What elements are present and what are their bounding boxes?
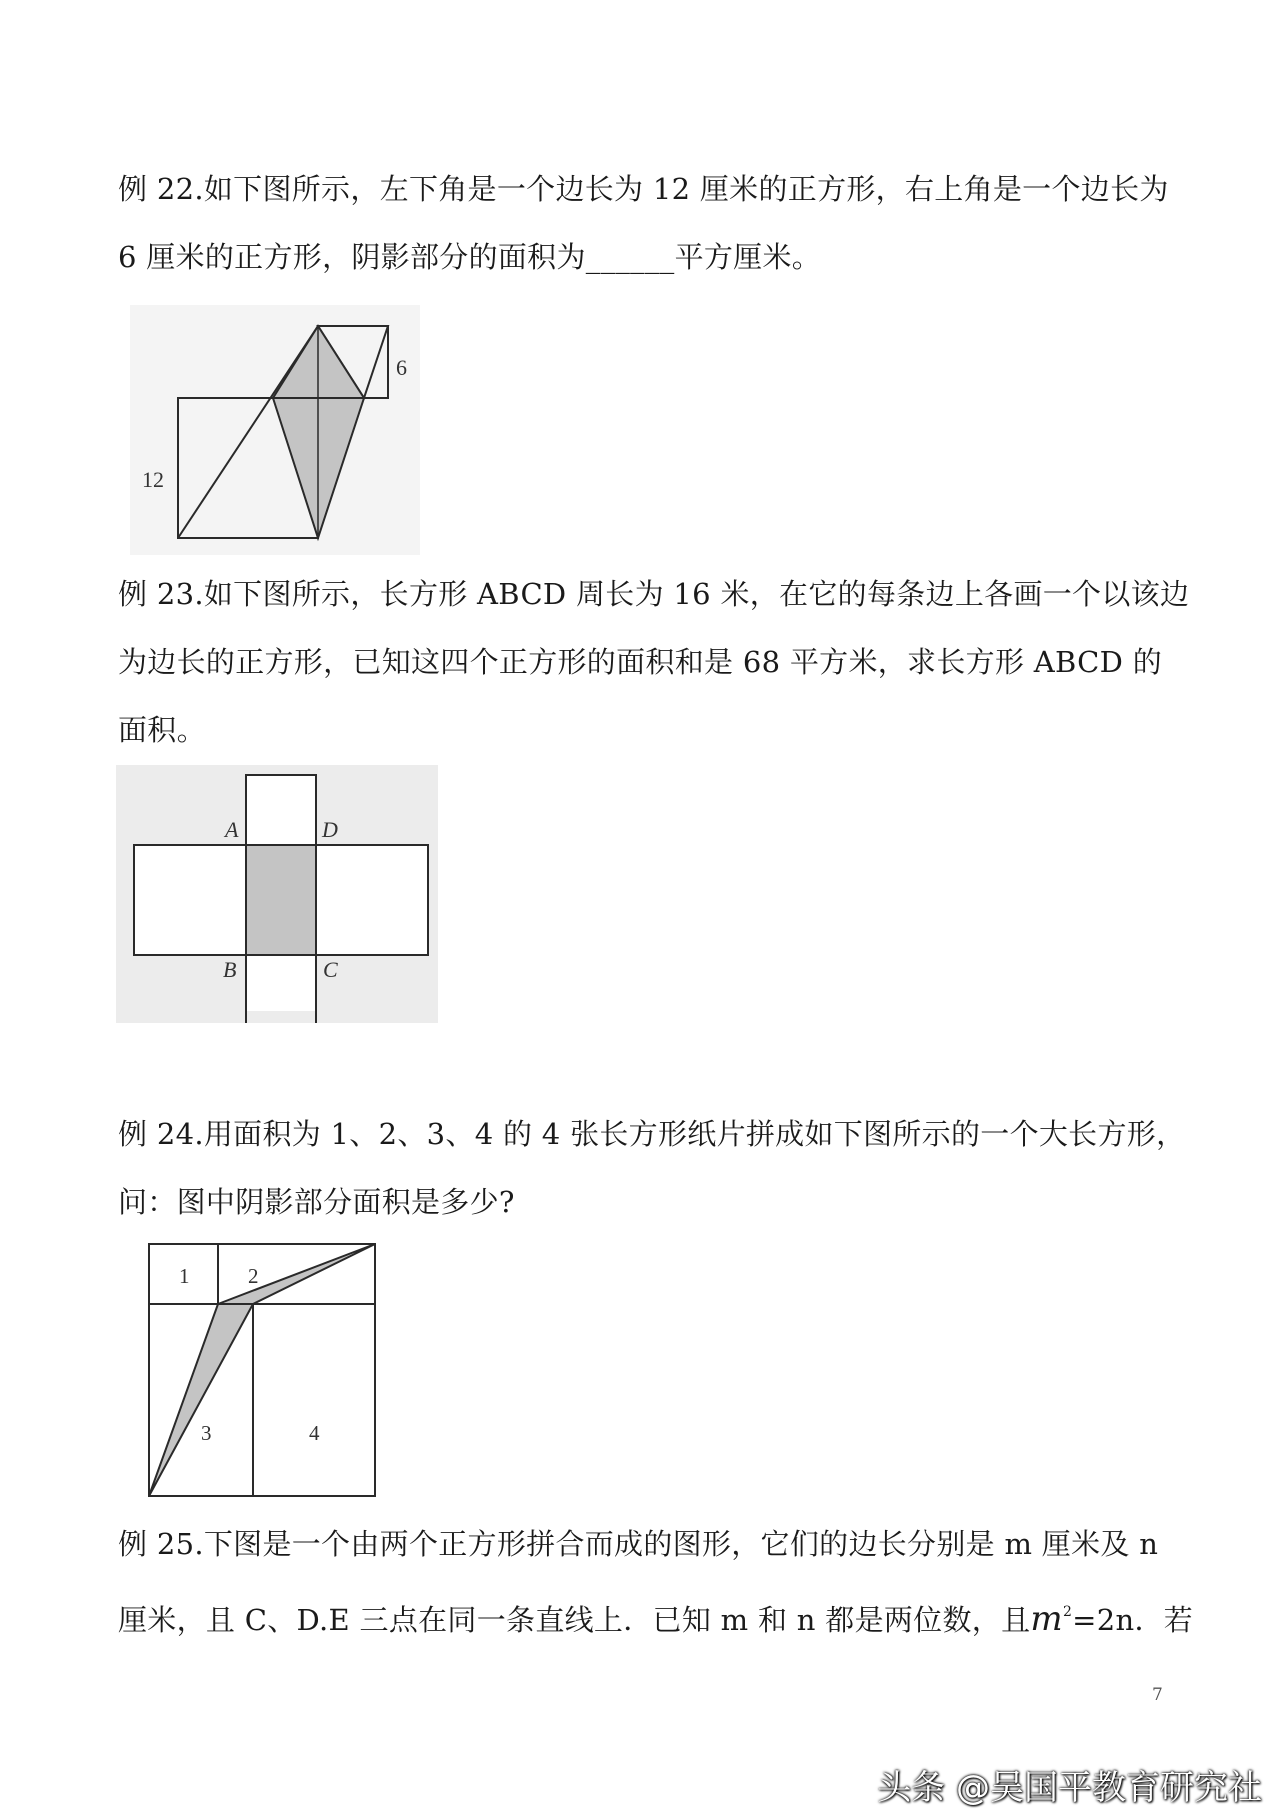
- example-23-line-3: 面积。: [118, 713, 206, 747]
- example-23-figure: [116, 765, 438, 1023]
- example-23-text: [118, 560, 1190, 764]
- example-24-line-1: 例 24.用面积为 1、2、3、4 的 4 张长方形纸片拼成如下图所示的一个大长方形，: [118, 1117, 1186, 1151]
- vertex-D: D: [322, 817, 338, 842]
- example-24-line-2: 问：图中阴影部分面积是多少?: [118, 1185, 515, 1219]
- example-25-line-2-b: =2n．若: [1072, 1603, 1194, 1637]
- region-3-label: 3: [201, 1421, 212, 1445]
- example-23-line-1: 例 23.如下图所示，长方形 ABCD 周长为 16 米，在它的每条边上各画一个以该边: [118, 577, 1190, 611]
- region-1-label: 1: [179, 1264, 190, 1288]
- page-number: 7: [1152, 1685, 1163, 1705]
- region-4-label: 4: [309, 1421, 320, 1445]
- vertex-B: B: [223, 957, 237, 982]
- example-24-text: [118, 1100, 1186, 1236]
- example-25-line-1: 例 25.下图是一个由两个正方形拼合而成的图形，它们的边长分别是 m 厘米及 n: [118, 1527, 1159, 1561]
- example-25-text: [118, 1510, 1194, 1654]
- example-25-line-2: [118, 1578, 1194, 1654]
- example-22-line-1: 例 22.如下图所示，左下角是一个边长为 12 厘米的正方形，右上角是一个边长为: [118, 172, 1169, 206]
- example-24-figure: [145, 1240, 385, 1505]
- vertex-C: C: [323, 957, 338, 982]
- example-23-line-2: 为边长的正方形，已知这四个正方形的面积和是 68 平方米，求长方形 ABCD 的: [118, 645, 1163, 679]
- exponent-2: 2: [1062, 1604, 1073, 1620]
- watermark: 头条 @吴国平教育研究社: [877, 1768, 1262, 1808]
- variable-m: m: [1030, 1599, 1063, 1639]
- vertex-A: A: [225, 817, 239, 842]
- example-22-figure: [130, 305, 420, 555]
- label-side-12: 12: [142, 467, 164, 492]
- region-2-label: 2: [248, 1264, 259, 1288]
- label-side-6: 6: [396, 355, 407, 380]
- example-22-text: [118, 155, 1178, 291]
- example-25-line-2-a: 厘米，且 C、D.E 三点在同一条直线上．已知 m 和 n 都是两位数，且: [118, 1603, 1031, 1637]
- example-22-line-2: 6 厘米的正方形，阴影部分的面积为______平方厘米。: [118, 240, 822, 274]
